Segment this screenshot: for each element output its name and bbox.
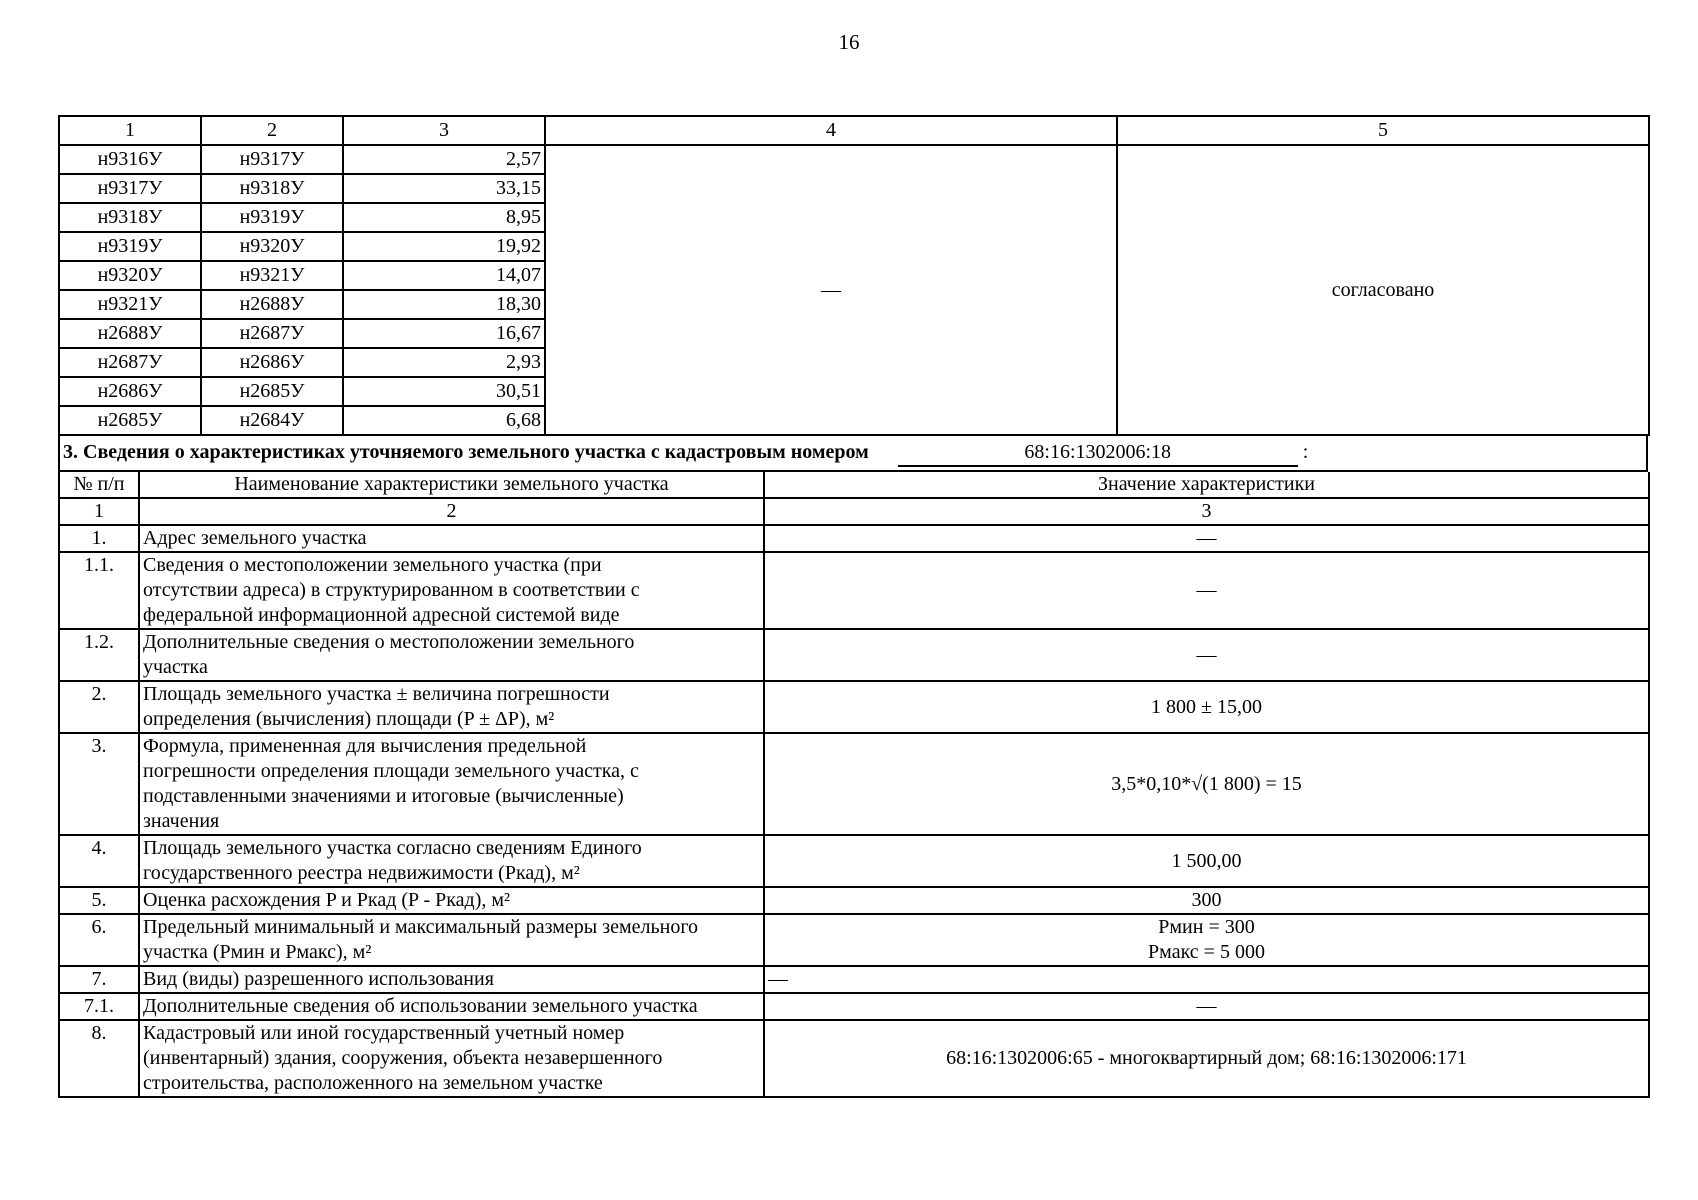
approval-status: согласовано [1117, 145, 1649, 435]
characteristic-row [59, 993, 1649, 1020]
characteristics-header-row [59, 472, 1649, 498]
segments-header-cell: 2 [201, 116, 343, 145]
characteristic-number: 1.1. [59, 552, 139, 629]
segment-length: 2,57 [343, 145, 545, 174]
characteristic-row [59, 681, 1649, 733]
characteristic-value: 300 [764, 887, 1649, 914]
segment-from-point: н9318У [59, 203, 201, 232]
characteristic-name: Площадь земельного участка ± величина погрешности определения (вычисления) площади (P ± ΔP), м² [139, 681, 764, 733]
characteristic-number: 2. [59, 681, 139, 733]
segments-header-cell: 5 [1117, 116, 1649, 145]
segment-to-point: н2685У [201, 377, 343, 406]
characteristic-number: 8. [59, 1020, 139, 1097]
characteristic-row [59, 525, 1649, 552]
segments-header-cell: 1 [59, 116, 201, 145]
characteristic-name: Вид (виды) разрешенного использования [139, 966, 764, 993]
segment-from-point: н9320У [59, 261, 201, 290]
segment-length: 18,30 [343, 290, 545, 319]
segment-row [59, 145, 1649, 174]
characteristic-number: 4. [59, 835, 139, 887]
characteristic-row [59, 552, 1649, 629]
characteristic-row [59, 966, 1649, 993]
characteristic-name: Оценка расхождения P и Ркад (P - Ркад), м² [139, 887, 764, 914]
characteristic-number: 6. [59, 914, 139, 966]
characteristic-name: Дополнительные сведения об использовании земельного участка [139, 993, 764, 1020]
header-value: Значение характеристики [764, 472, 1649, 498]
segment-to-point: н2688У [201, 290, 343, 319]
segment-length: 16,67 [343, 319, 545, 348]
characteristic-value: — [764, 552, 1649, 629]
segments-header-row [59, 116, 1649, 145]
characteristic-row [59, 733, 1649, 835]
characteristic-number: 1.2. [59, 629, 139, 681]
segment-from-point: н9317У [59, 174, 201, 203]
header-name: Наименование характеристики земельного участка [139, 472, 764, 498]
segment-length: 6,68 [343, 406, 545, 435]
segment-to-point: н9319У [201, 203, 343, 232]
segments-col4-merged: — [545, 145, 1117, 435]
characteristic-value: — [764, 993, 1649, 1020]
segment-from-point: н9321У [59, 290, 201, 319]
section3-colon: : [1302, 440, 1309, 463]
characteristics-table [58, 472, 1650, 1098]
segment-from-point: н9319У [59, 232, 201, 261]
characteristic-number: 7. [59, 966, 139, 993]
segments-table [58, 115, 1650, 436]
characteristic-number: 3. [59, 733, 139, 835]
characteristic-row [59, 1020, 1649, 1097]
segment-from-point: н2685У [59, 406, 201, 435]
characteristic-value: 3,5*0,10*√(1 800) = 15 [764, 733, 1649, 835]
characteristic-row [59, 629, 1649, 681]
characteristic-name: Площадь земельного участка согласно сведениям Единого государственного реестра недвижимости (Ркад), м² [139, 835, 764, 887]
segment-length: 19,92 [343, 232, 545, 261]
segment-to-point: н9317У [201, 145, 343, 174]
index-cell: 2 [139, 498, 764, 525]
characteristic-value: 68:16:1302006:65 - многоквартирный дом; 68:16:1302006:171 [764, 1020, 1649, 1097]
page-number: 16 [838, 30, 860, 54]
characteristic-row [59, 887, 1649, 914]
section3-heading [58, 436, 1648, 472]
characteristic-number: 5. [59, 887, 139, 914]
segment-to-point: н2684У [201, 406, 343, 435]
segment-to-point: н2686У [201, 348, 343, 377]
characteristic-value: — [764, 629, 1649, 681]
characteristic-name: Адрес земельного участка [139, 525, 764, 552]
segment-to-point: н9318У [201, 174, 343, 203]
segment-from-point: н2686У [59, 377, 201, 406]
segment-length: 14,07 [343, 261, 545, 290]
cadastral-number: 68:16:1302006:18 [898, 440, 1298, 467]
segments-header-cell: 4 [545, 116, 1117, 145]
characteristic-row [59, 835, 1649, 887]
segment-length: 2,93 [343, 348, 545, 377]
index-cell: 3 [764, 498, 1649, 525]
segment-length: 30,51 [343, 377, 545, 406]
characteristic-name: Сведения о местоположении земельного участка (при отсутствии адреса) в структурированном в соответствии с федеральной информационной адресной системой виде [139, 552, 764, 629]
segment-from-point: н2688У [59, 319, 201, 348]
segment-to-point: н9321У [201, 261, 343, 290]
characteristic-name: Кадастровый или иной государственный учетный номер (инвентарный) здания, сооружения, объекта незавершенного строительства, расположенного на земельном участке [139, 1020, 764, 1097]
characteristic-name: Дополнительные сведения о местоположении земельного участка [139, 629, 764, 681]
segments-header-cell: 3 [343, 116, 545, 145]
characteristic-number: 7.1. [59, 993, 139, 1020]
segment-from-point: н9316У [59, 145, 201, 174]
index-cell: 1 [59, 498, 139, 525]
characteristic-value: Рмин = 300 Рмакс = 5 000 [764, 914, 1649, 966]
segment-to-point: н9320У [201, 232, 343, 261]
characteristics-index-row [59, 498, 1649, 525]
segment-length: 8,95 [343, 203, 545, 232]
characteristic-value: 1 500,00 [764, 835, 1649, 887]
characteristic-value: 1 800 ± 15,00 [764, 681, 1649, 733]
segment-length: 33,15 [343, 174, 545, 203]
document-sheet [58, 115, 1648, 1098]
segment-from-point: н2687У [59, 348, 201, 377]
header-num: № п/п [59, 472, 139, 498]
characteristic-number: 1. [59, 525, 139, 552]
section3-title: 3. Сведения о характеристиках уточняемого земельного участка с кадастровым номером [63, 440, 869, 463]
characteristic-value: — [764, 525, 1649, 552]
characteristic-name: Предельный минимальный и максимальный размеры земельного участка (Рмин и Рмакс), м² [139, 914, 764, 966]
characteristic-name: Формула, примененная для вычисления предельной погрешности определения площади земельного участка, с подставленными значениями и итоговые (вычисленные) значения [139, 733, 764, 835]
characteristic-row [59, 914, 1649, 966]
characteristic-value: — [764, 966, 1649, 993]
segment-to-point: н2687У [201, 319, 343, 348]
